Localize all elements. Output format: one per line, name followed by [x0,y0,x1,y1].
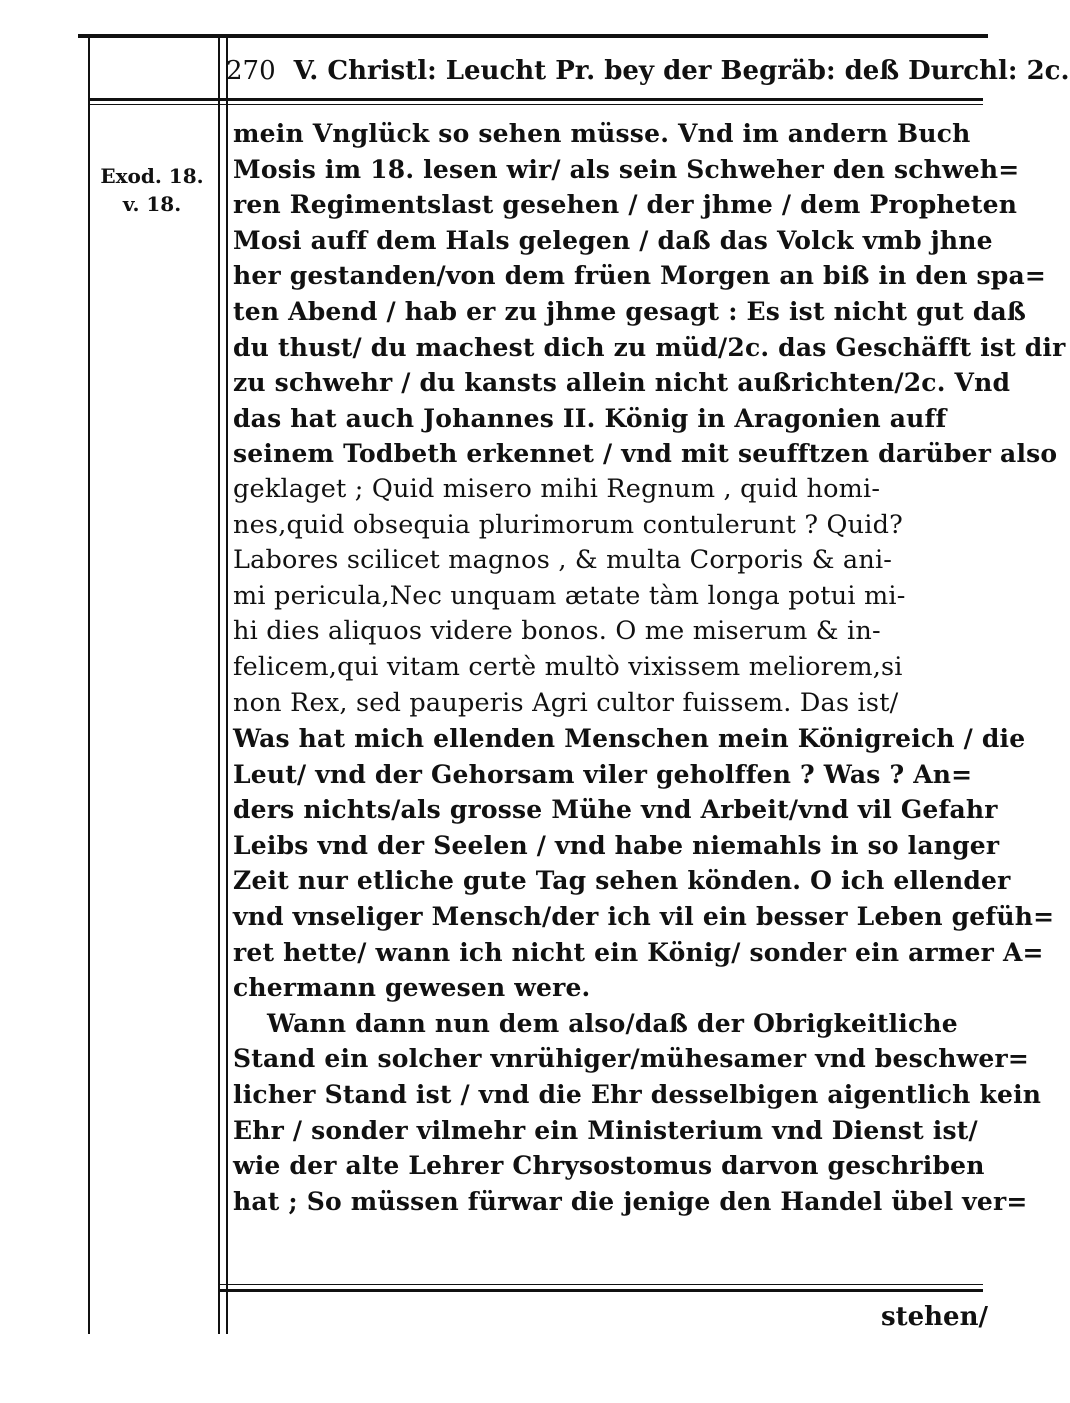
book-page [78,34,1070,1334]
text-line: seinem Todbeth erkennet / vnd mit seufftzen darüber also [233,439,1058,469]
footer-rule [218,1289,983,1292]
margin-divider-rule [218,34,220,1334]
text-line: Wann dann nun dem also/daß der Obrigkeitliche [267,1008,958,1038]
text-line: du thust/ du machest dich zu müd/2c. das Geschäfft ist dir [233,332,1066,362]
text-line: chermann gewesen were. [233,973,591,1003]
text-line: ders nichts/als grosse Mühe vnd Arbeit/vnd vil Gefahr [233,795,998,825]
text-line: vnd vnseliger Mensch/der ich vil ein besser Leben gefüh= [233,902,1055,932]
body-text [233,116,1066,1219]
text-line: Labores scilicet magnos , & multa Corporis & ani- [233,545,893,576]
text-line: nes,quid obsequia plurimorum contulerunt ? Quid? [233,509,903,540]
text-line: Mosis im 18. lesen wir/ als sein Schweher den schweh= [233,154,1020,184]
margin-divider-rule-inner [226,34,228,1334]
footer-rule-thin [218,1284,983,1285]
text-line: ret hette/ wann ich nicht ein König/ sonder ein armer A= [233,937,1044,967]
text-line: licher Stand ist / vnd die Ehr desselbigen aigentlich kein [233,1080,1042,1110]
text-line: ten Abend / hab er zu jhme gesagt : Es ist nicht gut daß [233,296,1027,326]
catchword: stehen/ [880,1302,988,1332]
text-line: Leut/ vnd der Gehorsam viler geholffen ? Was ? An= [233,759,973,789]
text-line: zu schwehr / du kansts allein nicht außrichten/2c. Vnd [233,368,1011,398]
text-line: her gestanden/von dem früen Morgen an biß in den spa= [233,261,1047,291]
text-line: das hat auch Johannes II. König in Aragonien auff [233,403,947,433]
text-line: felicem,qui vitam certè multò vixissem meliorem,si [233,651,903,682]
text-line: hat ; So müssen fürwar die jenige den Handel übel ver= [233,1186,1028,1216]
text-line: Mosi auff dem Hals gelegen / daß das Volck vmb jhne [233,225,993,255]
page-number: 270 [226,56,276,86]
text-line: Ehr / sonder vilmehr ein Ministerium vnd Dienst ist/ [233,1115,978,1145]
text-line: wie der alte Lehrer Chrysostomus darvon geschriben [233,1151,985,1181]
text-line: hi dies aliquos videre bonos. O me miserum & in- [233,616,881,647]
header-rule-thin [88,104,983,105]
marginal-reference-line: v. 18. [122,192,182,216]
marginal-reference-line: Exod. 18. [100,164,204,188]
frame-left-rule [88,34,90,1334]
text-line: mein Vnglück so sehen müsse. Vnd im andern Buch [233,119,971,148]
frame-top-rule [78,34,988,38]
text-line: Stand ein solcher vnrühiger/mühesamer vnd beschwer= [233,1044,1029,1074]
text-line: Was hat mich ellenden Menschen mein Königreich / die [233,724,1026,754]
text-line: Leibs vnd der Seelen / vnd habe niemahls in so langer [233,830,1000,860]
running-header [226,56,1070,96]
running-title: V. Christl: Leucht Pr. bey der Begräb: deß Durchl: 2c. [293,56,1070,86]
text-line: Zeit nur etliche gute Tag sehen könden. O ich ellender [233,866,1011,896]
text-line: mi pericula,Nec unquam ætate tàm longa potui mi- [233,580,906,611]
header-rule [88,98,983,101]
text-line: non Rex, sed pauperis Agri cultor fuissem. Das ist/ [233,687,899,718]
marginal-reference [92,162,212,218]
text-line: ren Regimentslast gesehen / der jhme / dem Propheten [233,190,1018,220]
text-line: geklaget ; Quid misero mihi Regnum , quid homi- [233,473,881,504]
